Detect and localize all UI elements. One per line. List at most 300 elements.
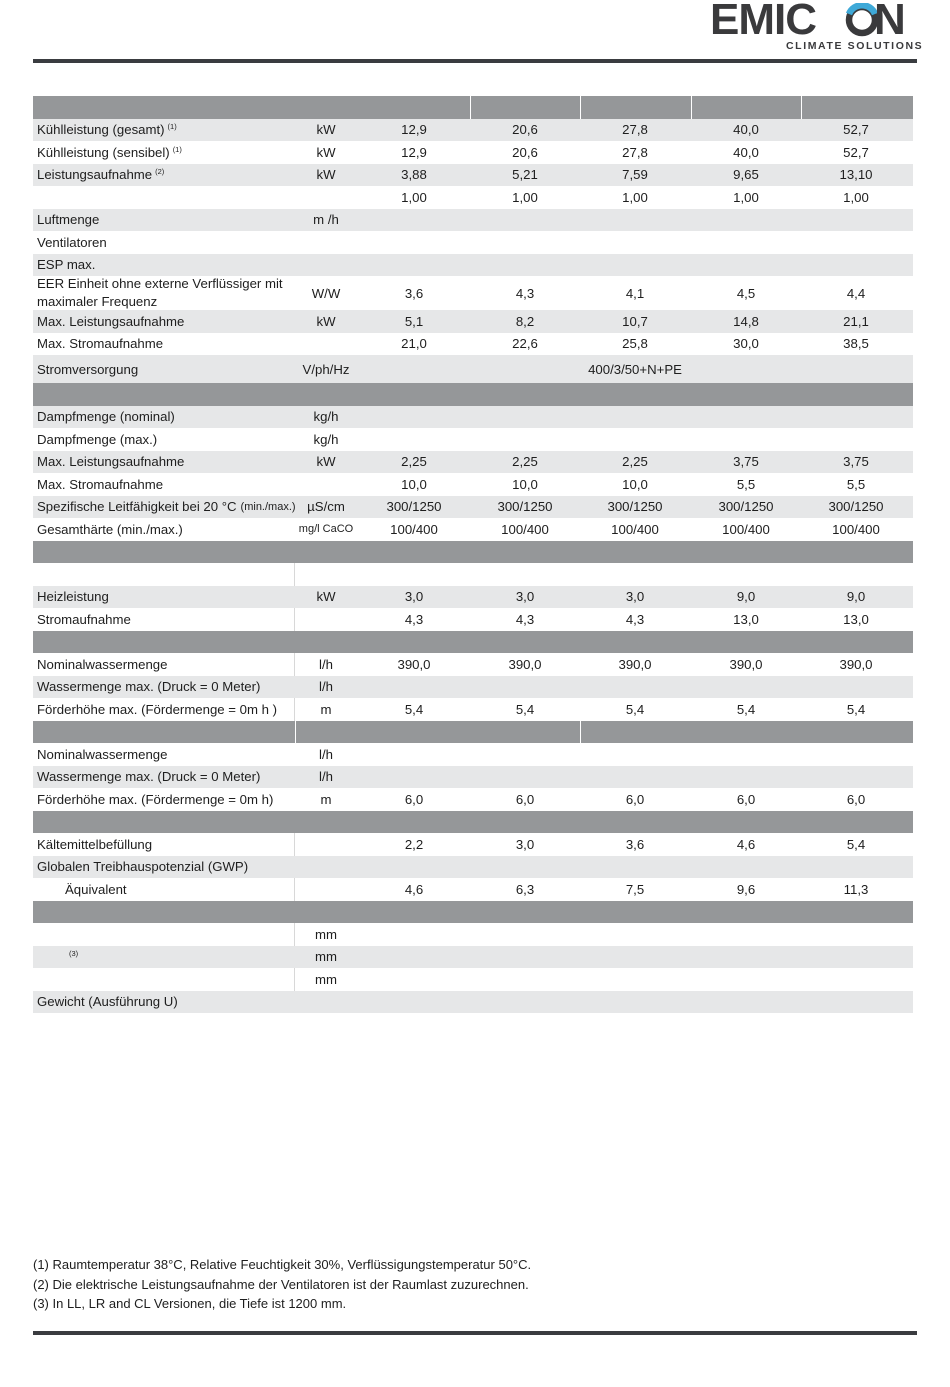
row-label-text: Wassermenge max. (Druck = 0 Meter): [37, 769, 261, 785]
value-cell-model-3: [580, 766, 690, 789]
row-label: [37, 788, 292, 811]
value-cell-model-3: [580, 209, 690, 232]
value-cell-model-4: 6,0: [736, 791, 756, 807]
value-cell-model-3: 27,8: [622, 144, 648, 160]
row-label-text: Kühlleistung (sensibel): [37, 144, 170, 160]
value-cell-model-3: 5,4: [625, 701, 645, 717]
value-cell-model-2: 300/1250: [497, 499, 553, 515]
row-label: [37, 231, 292, 254]
row-label-text: ESP max.: [37, 257, 96, 273]
value-cell-model-2: [470, 946, 580, 969]
value-cell-model-4: 4,6: [736, 836, 756, 852]
row-unit: mm: [315, 949, 337, 965]
row-label: [37, 254, 292, 277]
value-cell-model-1: 10,0: [401, 476, 427, 492]
row-unit: W/W: [311, 285, 341, 301]
value-cell-model-4: 5,4: [736, 701, 756, 717]
row-label: [37, 406, 292, 429]
table-row: [33, 186, 913, 209]
value-cell-model-5: 5,4: [846, 701, 866, 717]
row-unit: µS/cm: [307, 499, 345, 515]
value-cell-model-1: 2,2: [404, 836, 424, 852]
value-cell-model-2: 100/400: [501, 521, 549, 537]
row-unit: kW: [316, 589, 336, 605]
logo-word-left: EMIC: [710, 0, 816, 44]
row-unit: l/h: [319, 746, 333, 762]
value-cell-model-4: 100/400: [722, 521, 770, 537]
row-label: [37, 141, 292, 164]
value-cell-model-4: [691, 991, 801, 1014]
table-row: [33, 878, 913, 901]
table-row: [33, 923, 913, 946]
value-cell-model-2: 8,2: [515, 313, 535, 329]
column-divider: [294, 878, 295, 901]
value-cell-model-5: 3,75: [843, 454, 869, 470]
value-cell-model-3: 4,3: [625, 611, 645, 627]
table-row: [33, 276, 913, 310]
column-divider: [580, 721, 581, 744]
value-cell-model-1: 4,6: [404, 881, 424, 897]
row-unit: kW: [316, 167, 336, 183]
value-cell-model-1: 12,9: [401, 122, 427, 138]
value-cell-model-4: 4,5: [736, 285, 756, 301]
row-unit: [295, 878, 357, 901]
footnote-marker: (3): [69, 949, 79, 959]
row-label-text: Max. Stromaufnahme: [37, 336, 164, 352]
logo-word-right: N: [874, 0, 905, 44]
table-row: [33, 141, 913, 164]
row-unit: [295, 991, 357, 1014]
value-cell-model-4: 14,8: [733, 313, 759, 329]
value-cell-model-2: [470, 406, 580, 429]
value-cell-model-4: [691, 231, 801, 254]
table-row: [33, 231, 913, 254]
value-cell-model-4: 390,0: [729, 656, 763, 672]
row-unit: l/h: [319, 656, 333, 672]
column-divider: [470, 96, 471, 119]
value-cell-model-2: 390,0: [508, 656, 542, 672]
row-unit: l/h: [319, 769, 333, 785]
row-label: [37, 276, 295, 310]
value-cell-model-5: 5,4: [846, 836, 866, 852]
value-cell-model-3: [580, 923, 690, 946]
value-cell-model-2: [470, 968, 580, 991]
row-label: [37, 428, 292, 451]
table-row: [33, 310, 913, 333]
value-cell-model-3: 7,59: [622, 167, 648, 183]
value-cell-model-2: 1,00: [512, 189, 538, 205]
table-row: [33, 119, 913, 142]
value-cell-model-5: [801, 743, 911, 766]
row-label: [37, 563, 292, 586]
value-cell-model-1: 6,0: [404, 791, 424, 807]
row-label: [37, 856, 292, 879]
logo-wordmark: [708, 0, 920, 44]
value-cell-model-3: 390,0: [618, 656, 652, 672]
value-cell-model-1: 5,1: [404, 313, 424, 329]
section-header-bar: [33, 541, 913, 564]
value-cell-model-3: 27,8: [622, 122, 648, 138]
value-cell-model-1: [359, 968, 469, 991]
section-header-bar: [33, 811, 913, 834]
column-divider: [294, 563, 295, 586]
table-row: [33, 496, 913, 519]
value-cell-model-1: [359, 766, 469, 789]
row-label: [37, 473, 292, 496]
value-cell-model-3: [580, 991, 690, 1014]
value-cell-model-3: 7,5: [625, 881, 645, 897]
spec-table: [33, 96, 913, 1013]
row-label-text: Spezifische Leitfähigkeit bei 20 °C: [37, 499, 237, 515]
value-cell-model-4: 300/1250: [718, 499, 774, 515]
footnote-1: (1) Raumtemperatur 38°C, Relative Feuchtigkeit 30%, Verflüssigungstemperatur 50°C.: [33, 1257, 532, 1272]
row-label: [37, 310, 292, 333]
value-cell-model-5: 52,7: [843, 144, 869, 160]
row-unit: kW: [316, 144, 336, 160]
value-cell-model-4: 40,0: [733, 144, 759, 160]
value-cell-model-4: [691, 856, 801, 879]
row-label: [37, 676, 292, 699]
value-cell-model-1: 2,25: [401, 454, 427, 470]
value-cell-model-3: 100/400: [611, 521, 659, 537]
value-cell-model-2: 20,6: [512, 144, 538, 160]
value-cell-model-5: 52,7: [843, 122, 869, 138]
column-divider: [294, 608, 295, 631]
value-cell-model-5: [801, 563, 911, 586]
value-cell-model-4: 9,65: [733, 167, 759, 183]
value-cell-model-1: 300/1250: [386, 499, 442, 515]
value-cell-model-2: [470, 766, 580, 789]
table-row: [33, 766, 913, 789]
value-cell-model-5: [801, 968, 911, 991]
value-cell-model-1: [359, 676, 469, 699]
value-cell-model-5: 100/400: [832, 521, 880, 537]
row-spanning-value: 400/3/50+N+PE: [588, 361, 682, 377]
value-cell-model-2: [470, 856, 580, 879]
value-cell-model-5: [801, 946, 911, 969]
value-cell-model-4: [691, 968, 801, 991]
value-cell-model-2: [470, 254, 580, 277]
row-unit: [295, 563, 357, 586]
value-cell-model-5: [801, 766, 911, 789]
value-cell-model-3: [580, 676, 690, 699]
row-unit: [295, 254, 357, 277]
row-unit: mg/l CaCO: [298, 523, 354, 536]
row-label: [37, 451, 292, 474]
value-cell-model-2: [470, 743, 580, 766]
value-cell-model-5: 390,0: [839, 656, 873, 672]
value-cell-model-2: 6,3: [515, 881, 535, 897]
value-cell-model-1: [359, 743, 469, 766]
column-divider: [294, 698, 295, 721]
value-cell-model-3: [580, 946, 690, 969]
footnote-marker: (1): [172, 144, 182, 154]
value-cell-model-1: 3,88: [401, 167, 427, 183]
column-divider: [294, 923, 295, 946]
footnotes: [33, 1255, 531, 1314]
table-row: [33, 608, 913, 631]
value-cell-model-4: [691, 406, 801, 429]
value-cell-model-3: 6,0: [625, 791, 645, 807]
table-row: [33, 946, 913, 969]
table-row: [33, 451, 913, 474]
value-cell-model-3: 3,0: [625, 589, 645, 605]
value-cell-model-5: 13,10: [839, 167, 873, 183]
row-label: [37, 946, 292, 969]
value-cell-model-3: [580, 743, 690, 766]
value-cell-model-5: [801, 209, 911, 232]
row-label-text: Kältemittelbefüllung: [37, 836, 153, 852]
value-cell-model-5: 1,00: [843, 189, 869, 205]
value-cell-model-4: [691, 209, 801, 232]
value-cell-model-1: 390,0: [397, 656, 431, 672]
row-label-text: Dampfmenge (nominal): [37, 409, 175, 425]
value-cell-model-2: 10,0: [512, 476, 538, 492]
row-label-text: Stromaufnahme: [37, 611, 131, 627]
value-cell-model-5: [801, 231, 911, 254]
row-label: [37, 968, 292, 991]
value-cell-model-5: [801, 406, 911, 429]
value-cell-model-3: 3,6: [625, 836, 645, 852]
value-cell-model-5: 13,0: [843, 611, 869, 627]
row-unit: mm: [315, 971, 337, 987]
value-cell-model-2: [470, 991, 580, 1014]
value-cell-model-1: 12,9: [401, 144, 427, 160]
value-cell-model-4: 9,0: [736, 589, 756, 605]
row-label-text: Stromversorgung: [37, 361, 139, 377]
value-cell-model-1: [359, 209, 469, 232]
value-cell-model-1: [359, 428, 469, 451]
value-cell-model-1: [359, 254, 469, 277]
row-label-text: Gesamthärte (min./max.): [37, 521, 183, 537]
value-cell-model-4: [691, 766, 801, 789]
value-cell-model-3: 4,1: [625, 285, 645, 301]
value-cell-model-2: 3,0: [515, 589, 535, 605]
value-cell-model-2: [470, 563, 580, 586]
value-cell-model-4: 40,0: [733, 122, 759, 138]
value-cell-model-5: 21,1: [843, 313, 869, 329]
value-cell-model-5: [801, 254, 911, 277]
value-cell-model-1: [359, 406, 469, 429]
row-unit: kW: [316, 313, 336, 329]
row-label-text: Max. Leistungsaufnahme: [37, 454, 185, 470]
value-cell-model-5: [801, 923, 911, 946]
row-label: [37, 608, 292, 631]
row-label: [37, 991, 292, 1014]
section-header-bar: [33, 631, 913, 654]
section-header-bar: [33, 96, 913, 119]
value-cell-model-5: 300/1250: [828, 499, 884, 515]
row-unit: l/h: [319, 679, 333, 695]
value-cell-model-4: 9,6: [736, 881, 756, 897]
row-unit: kg/h: [313, 409, 339, 425]
value-cell-model-3: 1,00: [622, 189, 648, 205]
table-row: [33, 991, 913, 1014]
header-rule: [33, 59, 917, 63]
value-cell-model-4: 30,0: [733, 336, 759, 352]
table-row: [33, 698, 913, 721]
value-cell-model-2: [470, 231, 580, 254]
value-cell-model-1: 21,0: [401, 336, 427, 352]
value-cell-model-2: 5,21: [512, 167, 538, 183]
value-cell-model-4: [691, 676, 801, 699]
value-cell-model-3: [580, 231, 690, 254]
value-cell-model-5: 11,3: [843, 881, 869, 897]
value-cell-model-2: [470, 209, 580, 232]
value-cell-model-1: [359, 563, 469, 586]
row-label-text: Leistungsaufnahme: [37, 167, 153, 183]
value-cell-model-2: 5,4: [515, 701, 535, 717]
table-row: [33, 833, 913, 856]
value-cell-model-4: [691, 254, 801, 277]
table-row: [33, 653, 913, 676]
row-unit: [295, 186, 357, 209]
row-label: [37, 878, 320, 901]
row-unit: [295, 333, 357, 356]
value-cell-model-2: [470, 923, 580, 946]
row-label-text: Luftmenge: [37, 212, 100, 228]
row-label: [37, 766, 292, 789]
value-cell-model-5: 9,0: [846, 589, 866, 605]
row-label-text: Dampfmenge (max.): [37, 431, 158, 447]
value-cell-model-1: [359, 231, 469, 254]
row-label-text: Max. Leistungsaufnahme: [37, 313, 185, 329]
column-divider: [294, 833, 295, 856]
row-unit: m: [320, 791, 332, 807]
table-row: [33, 254, 913, 277]
table-row: [33, 164, 913, 187]
row-label-text: EER Einheit ohne externe Verflüssiger mit maximaler Frequenz: [37, 276, 283, 309]
footnote-2: (2) Die elektrische Leistungsaufnahme der Ventilatoren ist der Raumlast zuzurechnen.: [33, 1276, 529, 1292]
value-cell-model-4: 3,75: [733, 454, 759, 470]
value-cell-model-3: [580, 254, 690, 277]
table-row: [33, 355, 913, 383]
row-unit: m: [320, 701, 332, 717]
row-label: [37, 164, 292, 187]
footnote-marker: (2): [155, 167, 165, 177]
value-cell-model-3: 10,7: [622, 313, 648, 329]
row-unit: [295, 856, 357, 879]
table-row: [33, 473, 913, 496]
row-label: [37, 743, 292, 766]
row-label: [37, 333, 292, 356]
value-cell-model-5: [801, 428, 911, 451]
row-unit: kW: [316, 122, 336, 138]
value-cell-model-3: 300/1250: [607, 499, 663, 515]
column-divider: [294, 653, 295, 676]
value-cell-model-3: [580, 406, 690, 429]
column-divider: [580, 96, 581, 119]
value-cell-model-1: 4,3: [404, 611, 424, 627]
value-cell-model-2: 4,3: [515, 611, 535, 627]
row-label-text: Äquivalent: [65, 881, 127, 897]
row-label: [37, 355, 292, 383]
value-cell-model-5: 38,5: [843, 336, 869, 352]
table-row: [33, 743, 913, 766]
value-cell-model-1: 3,0: [404, 589, 424, 605]
row-label: [37, 209, 292, 232]
row-label-text: Wassermenge max. (Druck = 0 Meter): [37, 679, 261, 695]
value-cell-model-1: [359, 991, 469, 1014]
value-cell-model-3: [580, 968, 690, 991]
row-label: [37, 698, 292, 721]
row-label-text: Nominalwassermenge: [37, 746, 168, 762]
value-cell-model-1: 5,4: [404, 701, 424, 717]
value-cell-model-4: [691, 428, 801, 451]
row-label-text: Globalen Treibhauspotenzial (GWP): [37, 859, 249, 875]
row-unit: kg/h: [313, 431, 339, 447]
value-cell-model-5: 6,0: [846, 791, 866, 807]
logo-tagline: CLIMATE SOLUTIONS: [786, 40, 924, 52]
value-cell-model-1: 100/400: [390, 521, 438, 537]
section-header-bar: [33, 383, 913, 406]
value-cell-model-2: 4,3: [515, 285, 535, 301]
table-row: [33, 856, 913, 879]
emicon-logo: [708, 0, 924, 54]
table-row: [33, 676, 913, 699]
value-cell-model-2: 20,6: [512, 122, 538, 138]
value-cell-model-2: 3,0: [515, 836, 535, 852]
row-label: [37, 186, 292, 209]
table-row: [33, 586, 913, 609]
value-cell-model-3: 10,0: [622, 476, 648, 492]
row-label: [37, 923, 292, 946]
table-row: [33, 788, 913, 811]
value-cell-model-3: [580, 856, 690, 879]
column-divider: [294, 968, 295, 991]
table-row: [33, 968, 913, 991]
value-cell-model-4: 1,00: [733, 189, 759, 205]
column-divider: [801, 96, 802, 119]
value-cell-model-1: [359, 923, 469, 946]
row-label: [37, 496, 296, 519]
row-label: [37, 653, 292, 676]
value-cell-model-1: 3,6: [404, 285, 424, 301]
column-divider: [691, 96, 692, 119]
section-header-bar: [33, 721, 913, 744]
value-cell-model-2: 6,0: [515, 791, 535, 807]
row-label-text: Förderhöhe max. (Fördermenge = 0m h): [37, 791, 274, 807]
value-cell-model-3: 25,8: [622, 336, 648, 352]
row-unit: m /h: [313, 212, 339, 228]
row-label-text: Kühlleistung (gesamt): [37, 122, 165, 138]
row-label: [37, 833, 292, 856]
row-label-qualifier: (min./max.): [240, 500, 296, 513]
value-cell-model-4: 13,0: [733, 611, 759, 627]
row-label-text: Nominalwassermenge: [37, 656, 168, 672]
table-row: [33, 209, 913, 232]
footnote-marker: (1): [167, 122, 177, 132]
row-unit: [295, 231, 357, 254]
table-row: [33, 563, 913, 586]
value-cell-model-5: [801, 991, 911, 1014]
value-cell-model-5: [801, 856, 911, 879]
value-cell-model-2: [470, 676, 580, 699]
value-cell-model-3: 2,25: [622, 454, 648, 470]
row-unit: kW: [316, 454, 336, 470]
row-label-text: Ventilatoren: [37, 234, 107, 250]
value-cell-model-1: 1,00: [401, 189, 427, 205]
row-label-text: Heizleistung: [37, 589, 109, 605]
table-row: [33, 333, 913, 356]
footer-rule: [33, 1331, 917, 1335]
row-unit: mm: [315, 926, 337, 942]
row-unit: [295, 833, 357, 856]
table-row: [33, 428, 913, 451]
value-cell-model-5: 4,4: [846, 285, 866, 301]
value-cell-model-1: [359, 946, 469, 969]
row-label: [37, 119, 292, 142]
